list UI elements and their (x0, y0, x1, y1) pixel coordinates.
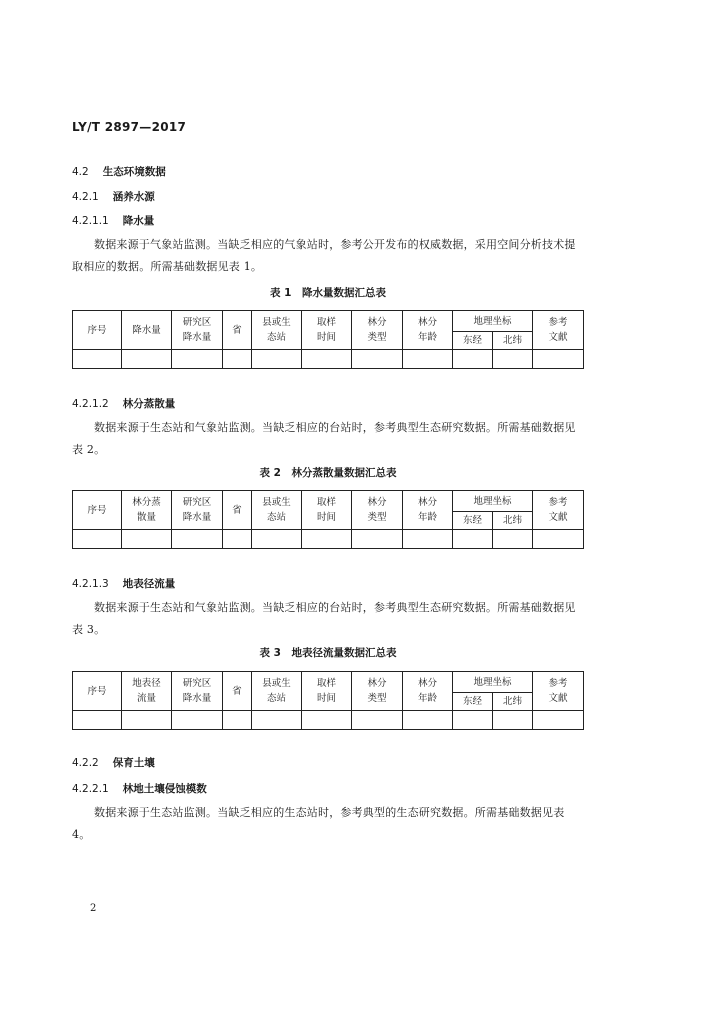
table-row (73, 711, 584, 730)
header-cell: 研究区 降水量 (172, 311, 223, 350)
header-cell: 县或生 态站 (252, 672, 302, 711)
header-cell-coordinates: 地理坐标 (453, 672, 533, 693)
header-cell: 林分 年龄 (403, 672, 453, 711)
header-cell: 省 (223, 672, 252, 711)
section-title: 涵养水源 (112, 191, 155, 203)
header-cell: 地表径 流量 (122, 672, 172, 711)
header-cell: 参考 文献 (533, 672, 584, 711)
section-number: 4.2 (72, 166, 89, 178)
header-cell: 降水量 (122, 311, 172, 350)
table-1-caption: 表 1 降水量数据汇总表 (270, 287, 386, 299)
section-number: 4.2.1 (72, 191, 99, 203)
paragraph-4-2-2-1: 数据来源于生态站监测。当缺乏相应的生态站时，参考典型的生态研究数据。所需基础数据见表 4。 (72, 806, 565, 841)
section-heading-4-2-1 (72, 189, 155, 204)
section-heading-4-2-1-1 (72, 213, 154, 228)
sub-header-cell: 北纬 (493, 332, 533, 350)
sub-header-cell: 北纬 (493, 693, 533, 711)
header-cell: 取样 时间 (302, 672, 352, 711)
section-number: 4.2.1.2 (72, 398, 109, 410)
header-cell: 省 (223, 491, 252, 530)
section-number: 4.2.1.3 (72, 578, 109, 590)
header-cell: 取样 时间 (302, 311, 352, 350)
header-cell-coordinates: 地理坐标 (453, 311, 533, 332)
table-2 (72, 490, 584, 549)
header-cell: 林分 类型 (352, 672, 403, 711)
header-cell: 研究区 降水量 (172, 491, 223, 530)
header-cell: 省 (223, 311, 252, 350)
section-number: 4.2.2.1 (72, 783, 109, 795)
table-1 (72, 310, 584, 369)
sub-header-cell: 东经 (453, 332, 493, 350)
section-heading-4-2 (72, 164, 166, 179)
header-cell: 研究区 降水量 (172, 672, 223, 711)
header-cell: 林分蒸 散量 (122, 491, 172, 530)
section-heading-4-2-1-2 (72, 396, 175, 411)
sub-header-cell: 东经 (453, 512, 493, 530)
header-cell: 县或生 态站 (252, 491, 302, 530)
table-3-caption: 表 3 地表径流量数据汇总表 (259, 647, 397, 659)
sub-header-cell: 北纬 (493, 512, 533, 530)
header-cell: 取样 时间 (302, 491, 352, 530)
header-cell: 林分 类型 (352, 491, 403, 530)
section-heading-4-2-1-3 (72, 576, 175, 591)
section-heading-4-2-2 (72, 755, 155, 770)
paragraph-4-2-1-3: 数据来源于生态站和气象站监测。当缺乏相应的台站时，参考典型生态研究数据。所需基础数据见表 3。 (72, 601, 576, 636)
header-cell: 序号 (73, 311, 122, 350)
header-cell: 县或生 态站 (252, 311, 302, 350)
header-cell: 序号 (73, 491, 122, 530)
standard-code: LY/T 2897—2017 (72, 120, 187, 134)
table-3 (72, 671, 584, 730)
section-title: 林分蒸散量 (122, 398, 176, 410)
sub-header-cell: 东经 (453, 693, 493, 711)
section-heading-4-2-2-1 (72, 781, 207, 796)
section-title: 地表径流量 (122, 578, 176, 590)
header-cell: 林分 年龄 (403, 491, 453, 530)
paragraph-4-2-1-1: 数据来源于气象站监测。当缺乏相应的气象站时，参考公开发布的权威数据，采用空间分析技术提取相应的数据。所需基础数据见表 1。 (72, 238, 576, 273)
header-cell: 林分 年龄 (403, 311, 453, 350)
page-number: 2 (90, 903, 97, 914)
section-title: 生态环境数据 (102, 166, 166, 178)
header-cell-coordinates: 地理坐标 (453, 491, 533, 512)
section-title: 保育土壤 (112, 757, 155, 769)
header-cell: 林分 类型 (352, 311, 403, 350)
header-cell: 序号 (73, 672, 122, 711)
paragraph-4-2-1-2: 数据来源于生态站和气象站监测。当缺乏相应的台站时，参考典型生态研究数据。所需基础数据见表 2。 (72, 421, 576, 456)
section-number: 4.2.2 (72, 757, 99, 769)
section-title: 林地土壤侵蚀模数 (122, 783, 207, 795)
section-title: 降水量 (122, 215, 155, 227)
table-row (73, 350, 584, 369)
table-2-caption: 表 2 林分蒸散量数据汇总表 (259, 467, 397, 479)
header-cell: 参考 文献 (533, 491, 584, 530)
header-cell: 参考 文献 (533, 311, 584, 350)
section-number: 4.2.1.1 (72, 215, 109, 227)
table-row (73, 530, 584, 549)
